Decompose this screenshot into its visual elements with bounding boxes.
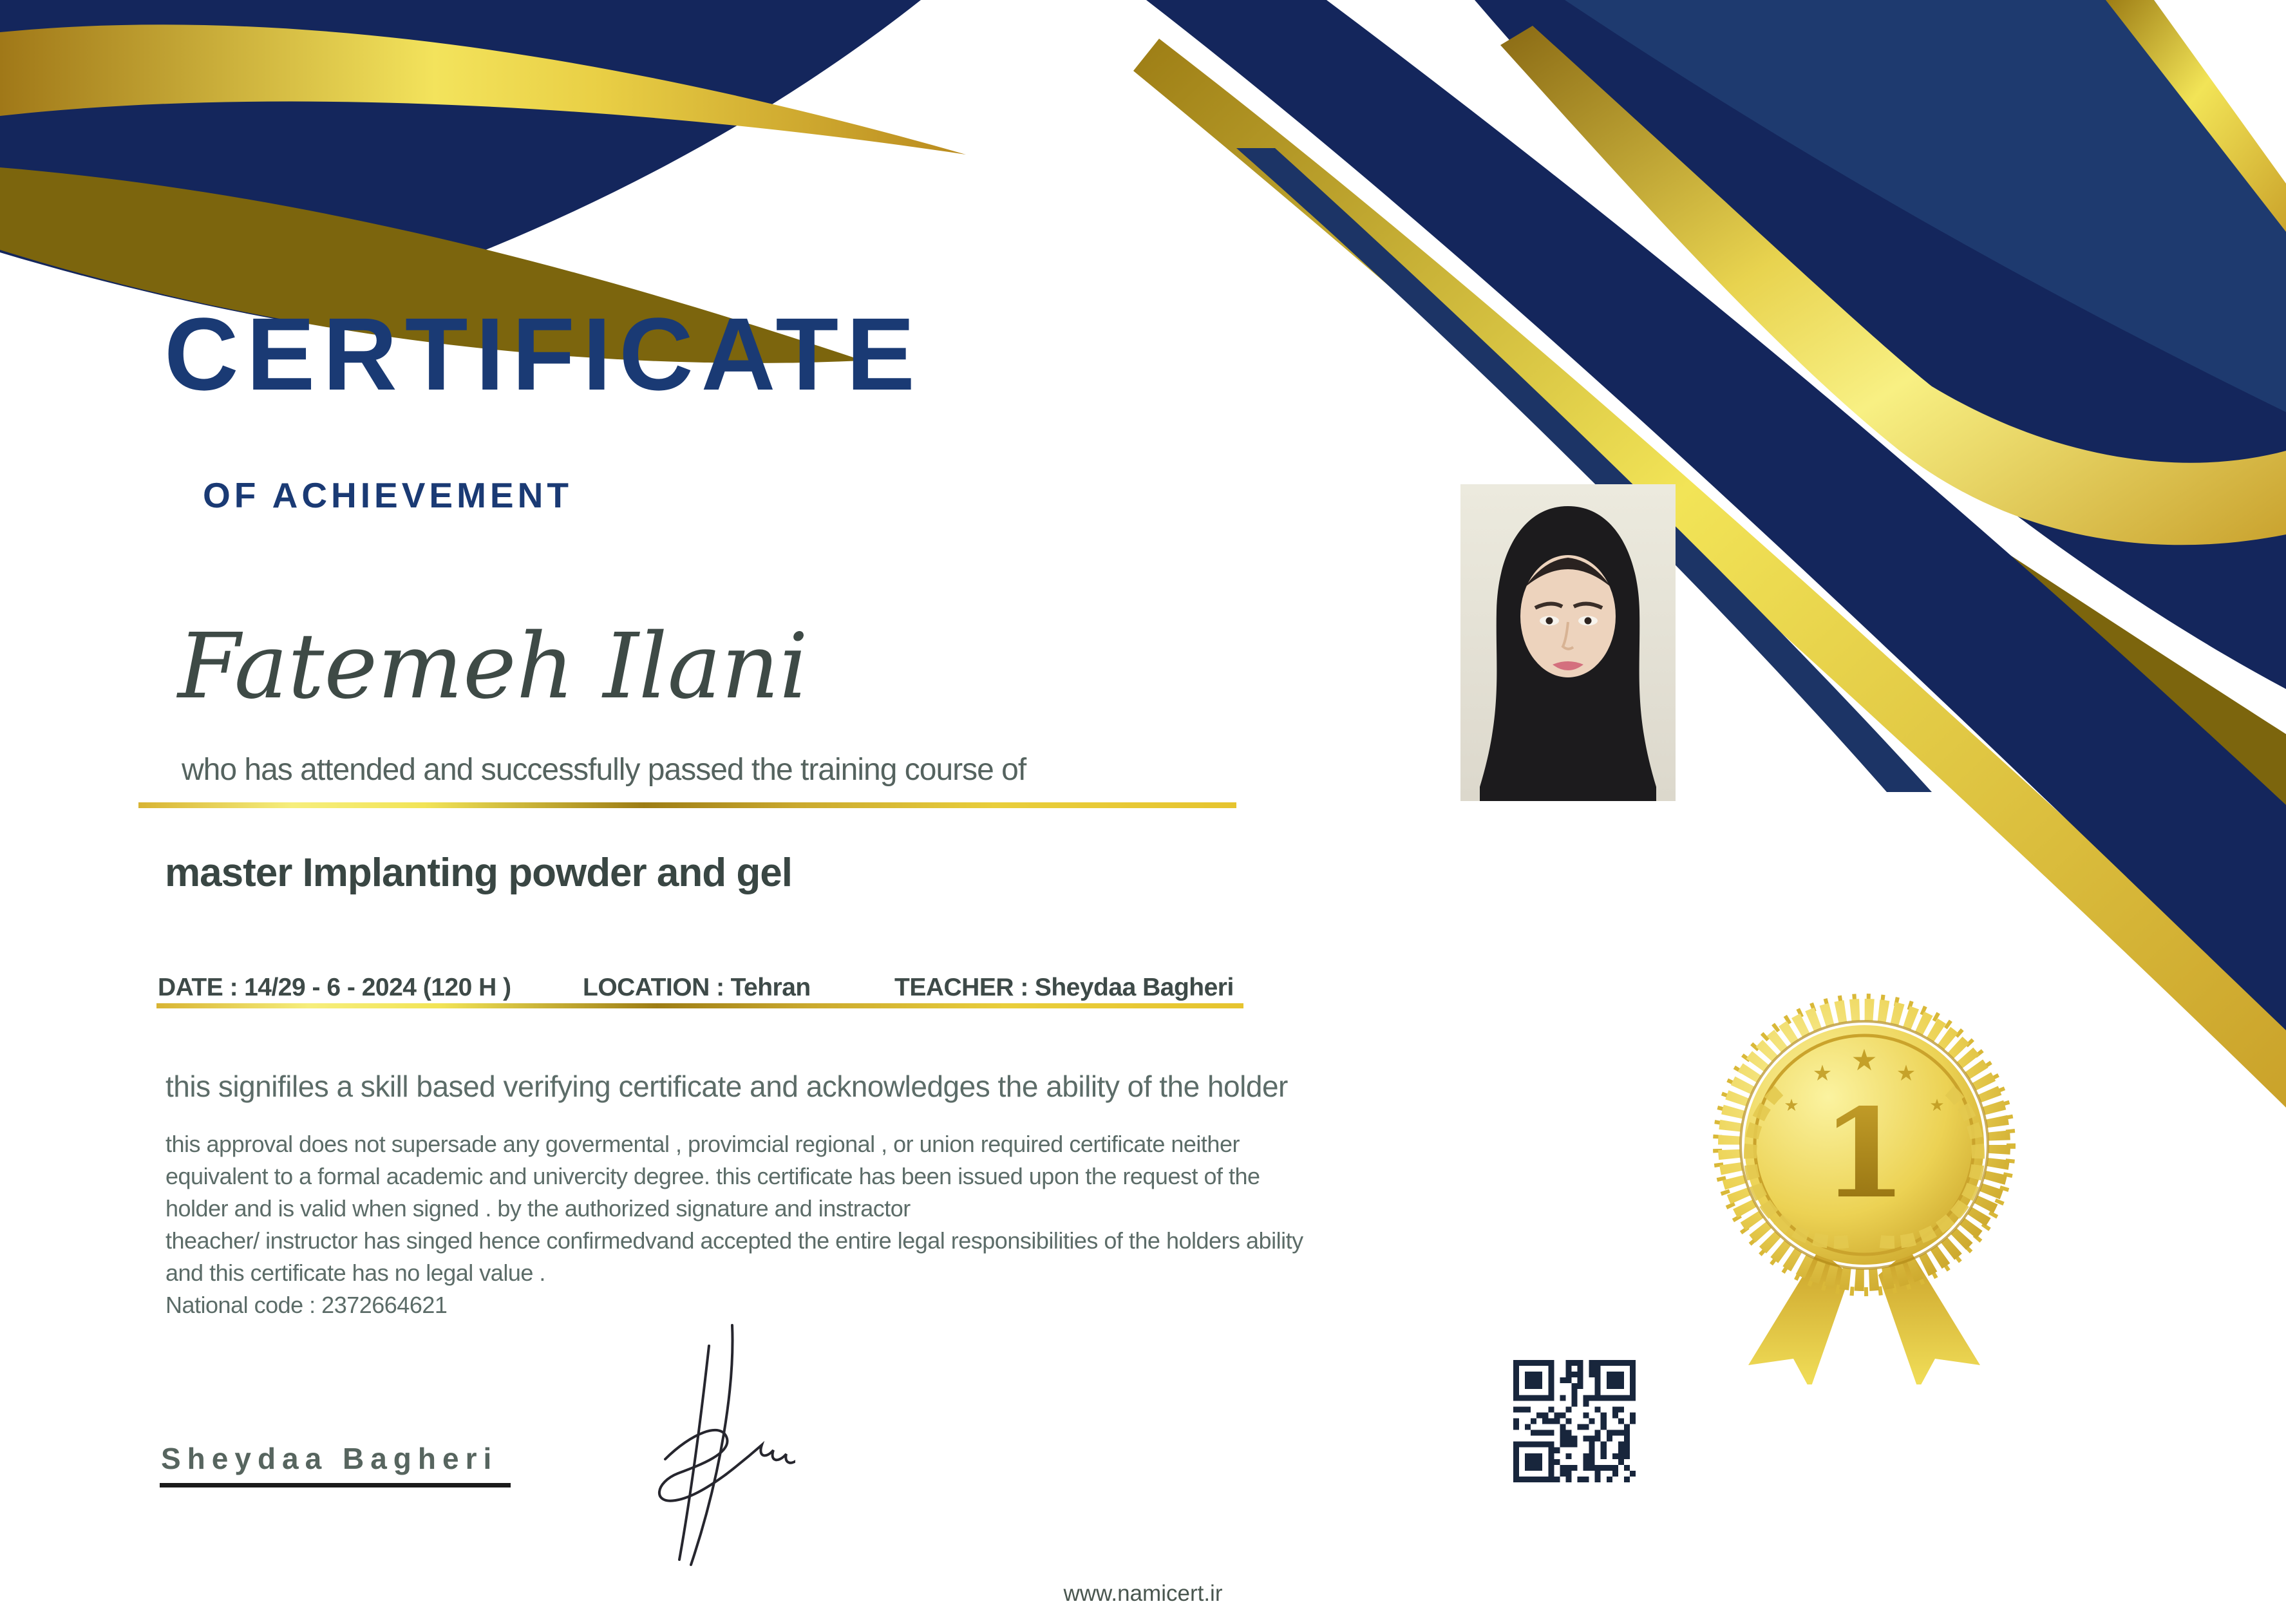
qr-module — [1548, 1477, 1554, 1482]
qr-module — [1565, 1372, 1571, 1377]
qr-module — [1601, 1360, 1607, 1366]
qr-module — [1531, 1360, 1536, 1366]
qr-module — [1607, 1377, 1612, 1383]
qr-module — [1624, 1448, 1630, 1453]
qr-module — [1583, 1459, 1589, 1465]
qr-module — [1595, 1372, 1601, 1377]
qr-module — [1578, 1424, 1583, 1430]
qr-module — [1548, 1430, 1554, 1436]
qr-module — [1542, 1430, 1548, 1436]
qr-module — [1595, 1436, 1601, 1442]
qr-module — [1589, 1418, 1595, 1424]
qr-module — [1519, 1406, 1525, 1412]
qr-module — [1618, 1453, 1624, 1459]
qr-module — [1578, 1377, 1583, 1383]
qr-module — [1630, 1395, 1636, 1401]
qr-module — [1612, 1395, 1618, 1401]
qr-module — [1571, 1383, 1577, 1389]
qr-module — [1612, 1465, 1618, 1471]
teacher-label: TEACHER : — [894, 974, 1028, 1001]
qr-module — [1595, 1471, 1601, 1477]
qr-module — [1525, 1459, 1531, 1465]
qr-module — [1624, 1424, 1630, 1430]
medal-star: ★ — [1812, 1061, 1833, 1086]
gold-divider-1 — [138, 802, 1236, 808]
qr-module — [1525, 1442, 1531, 1448]
qr-module — [1560, 1471, 1565, 1477]
qr-module — [1519, 1360, 1525, 1366]
qr-module — [1595, 1366, 1601, 1372]
qr-module — [1583, 1465, 1589, 1471]
face — [1520, 555, 1616, 677]
portrait-photo — [1460, 484, 1676, 801]
qr-module — [1513, 1372, 1519, 1377]
qr-module — [1536, 1412, 1542, 1418]
qr-module — [1513, 1395, 1519, 1401]
qr-module — [1560, 1424, 1565, 1430]
qr-module — [1525, 1424, 1531, 1430]
qr-module — [1601, 1465, 1607, 1471]
qr-module — [1618, 1377, 1624, 1383]
qr-module — [1542, 1418, 1548, 1424]
qr-module — [1513, 1453, 1519, 1459]
qr-module — [1560, 1430, 1565, 1436]
qr-modules — [1513, 1360, 1636, 1482]
qr-module — [1630, 1377, 1636, 1383]
qr-module — [1624, 1442, 1630, 1448]
qr-module — [1612, 1383, 1618, 1389]
qr-module — [1595, 1477, 1601, 1482]
qr-module — [1618, 1418, 1624, 1424]
qr-module — [1525, 1406, 1531, 1412]
qr-module — [1595, 1406, 1601, 1412]
page-subtitle: OF ACHIEVEMENT — [203, 475, 572, 515]
qr-module — [1531, 1383, 1536, 1389]
qr-module — [1618, 1360, 1624, 1366]
qr-module — [1560, 1442, 1565, 1448]
qr-module — [1578, 1360, 1583, 1366]
location-value: Tehran — [730, 974, 811, 1001]
qr-module — [1548, 1372, 1554, 1377]
qr-module — [1565, 1360, 1571, 1366]
disclaimer-line: this approval does not supersade any govermental , provimcial regional , or union required certificate neither — [165, 1131, 1240, 1157]
qr-module — [1565, 1442, 1571, 1448]
qr-module — [1525, 1377, 1531, 1383]
qr-module — [1548, 1418, 1554, 1424]
qr-module — [1630, 1360, 1636, 1366]
qr-module — [1612, 1430, 1618, 1436]
qr-module — [1624, 1465, 1630, 1471]
qr-module — [1607, 1383, 1612, 1389]
qr-module — [1595, 1395, 1601, 1401]
disclaimer-paragraph — [165, 1128, 1303, 1321]
qr-module — [1548, 1366, 1554, 1372]
qr-module — [1589, 1366, 1595, 1372]
qr-module — [1565, 1377, 1571, 1383]
qr-module — [1531, 1442, 1536, 1448]
left-iris — [1546, 618, 1553, 625]
qr-module — [1630, 1412, 1636, 1418]
qr-module — [1583, 1453, 1589, 1459]
qr-module — [1519, 1477, 1525, 1482]
qr-module — [1536, 1465, 1542, 1471]
qr-module — [1565, 1465, 1571, 1471]
date-row — [158, 974, 511, 1002]
signer-underline — [160, 1483, 511, 1487]
qr-module — [1595, 1360, 1601, 1366]
qr-module — [1595, 1389, 1601, 1395]
qr-module — [1589, 1436, 1595, 1442]
qr-module — [1601, 1395, 1607, 1401]
qr-module — [1624, 1453, 1630, 1459]
qr-module — [1548, 1360, 1554, 1366]
teacher-value: Sheydaa Bagheri — [1034, 974, 1234, 1001]
qr-module — [1536, 1430, 1542, 1436]
qr-module — [1525, 1477, 1531, 1482]
disclaimer-line: and this certificate has no legal value . — [165, 1260, 545, 1286]
qr-module — [1612, 1377, 1618, 1383]
qr-module — [1542, 1477, 1548, 1482]
qr-module — [1513, 1448, 1519, 1453]
qr-module — [1618, 1430, 1624, 1436]
qr-module — [1548, 1395, 1554, 1401]
medal-star: ★ — [1896, 1061, 1916, 1086]
qr-module — [1578, 1372, 1583, 1377]
qr-module — [1531, 1465, 1536, 1471]
medal-star: ★ — [1851, 1043, 1878, 1077]
qr-module — [1513, 1424, 1519, 1430]
qr-module — [1536, 1459, 1542, 1465]
qr-module — [1565, 1471, 1571, 1477]
qr-module — [1578, 1383, 1583, 1389]
qr-module — [1565, 1366, 1571, 1372]
qr-module — [1601, 1424, 1607, 1430]
qr-module — [1525, 1465, 1531, 1471]
medal-star: ★ — [1929, 1095, 1945, 1115]
qr-module — [1525, 1372, 1531, 1377]
qr-module — [1595, 1377, 1601, 1383]
qr-module — [1624, 1477, 1630, 1482]
qr-module — [1513, 1442, 1519, 1448]
qr-module — [1571, 1395, 1577, 1401]
qr-module — [1560, 1465, 1565, 1471]
qr-module — [1589, 1442, 1595, 1448]
qr-module — [1607, 1465, 1612, 1471]
qr-module — [1531, 1430, 1536, 1436]
signer-name: Sheydaa Bagheri — [161, 1442, 498, 1475]
qr-module — [1612, 1360, 1618, 1366]
qr-module — [1565, 1406, 1571, 1412]
qr-module — [1525, 1360, 1531, 1366]
qr-module — [1536, 1360, 1542, 1366]
qr-module — [1624, 1395, 1630, 1401]
qr-module — [1548, 1383, 1554, 1389]
qr-module — [1589, 1395, 1595, 1401]
recipient-name: Fatemeh Ilani — [178, 614, 808, 719]
qr-module — [1548, 1471, 1554, 1477]
qr-module — [1589, 1360, 1595, 1366]
qr-module — [1583, 1412, 1589, 1418]
qr-module — [1601, 1442, 1607, 1448]
qr-module — [1595, 1383, 1601, 1389]
qr-module — [1554, 1477, 1560, 1482]
qr-module — [1536, 1395, 1542, 1401]
date-label: DATE : — [158, 974, 238, 1001]
qr-module — [1525, 1383, 1531, 1389]
qr-code — [1513, 1360, 1636, 1482]
qr-module — [1589, 1465, 1595, 1471]
qr-module — [1565, 1453, 1571, 1459]
signature-stroke — [726, 1445, 795, 1475]
qr-module — [1589, 1372, 1595, 1377]
disclaimer-line: theacher/ instructor has singed hence confirmedvand accepted the entire legal responsibilities of the holders ability — [165, 1227, 1303, 1254]
qr-module — [1618, 1383, 1624, 1389]
signature-stroke — [679, 1346, 709, 1560]
qr-module — [1519, 1442, 1525, 1448]
attended-line: who has attended and successfully passed the training course of — [182, 753, 1026, 787]
qr-module — [1583, 1477, 1589, 1482]
qr-module — [1607, 1430, 1612, 1436]
qr-module — [1554, 1459, 1560, 1465]
qr-module — [1624, 1436, 1630, 1442]
qr-module — [1525, 1395, 1531, 1401]
qr-module — [1548, 1453, 1554, 1459]
qr-module — [1571, 1360, 1577, 1366]
qr-module — [1513, 1418, 1519, 1424]
national-code-label: National code : — [165, 1292, 316, 1318]
qr-module — [1513, 1366, 1519, 1372]
qr-module — [1513, 1477, 1519, 1482]
qr-module — [1531, 1477, 1536, 1482]
qr-module — [1554, 1412, 1560, 1418]
qr-module — [1548, 1389, 1554, 1395]
medal-number: 1 — [1821, 1082, 1907, 1225]
qr-module — [1554, 1418, 1560, 1424]
qr-module — [1630, 1418, 1636, 1424]
qr-module — [1601, 1448, 1607, 1453]
qr-module — [1513, 1459, 1519, 1465]
qr-module — [1542, 1442, 1548, 1448]
qr-module — [1630, 1389, 1636, 1395]
qr-module — [1571, 1442, 1577, 1448]
qr-module — [1560, 1412, 1565, 1418]
qr-module — [1624, 1360, 1630, 1366]
qr-module — [1607, 1372, 1612, 1377]
qr-module — [1542, 1360, 1548, 1366]
disclaimer-line: equivalent to a formal academic and univercity degree. this certificate has been issued upon the request of the — [165, 1163, 1260, 1189]
qr-module — [1607, 1395, 1612, 1401]
national-code-value: 2372664621 — [321, 1292, 448, 1318]
qr-module — [1536, 1372, 1542, 1377]
qr-module — [1536, 1453, 1542, 1459]
qr-module — [1513, 1389, 1519, 1395]
qr-module — [1571, 1389, 1577, 1395]
signature-image — [583, 1307, 795, 1578]
qr-module — [1513, 1465, 1519, 1471]
qr-module — [1612, 1412, 1618, 1418]
qr-module — [1548, 1442, 1554, 1448]
qr-module — [1565, 1418, 1571, 1424]
qr-module — [1531, 1372, 1536, 1377]
qr-module — [1578, 1477, 1583, 1482]
qr-module — [1618, 1442, 1624, 1448]
qr-module — [1583, 1395, 1589, 1401]
qr-module — [1513, 1360, 1519, 1366]
qr-module — [1612, 1406, 1618, 1412]
qr-module — [1531, 1418, 1536, 1424]
qr-module — [1583, 1401, 1589, 1406]
qr-module — [1513, 1471, 1519, 1477]
qr-module — [1536, 1383, 1542, 1389]
qr-module — [1612, 1372, 1618, 1377]
qr-module — [1548, 1406, 1554, 1412]
qr-module — [1548, 1377, 1554, 1383]
qr-module — [1513, 1377, 1519, 1383]
location-row — [583, 974, 811, 1002]
qr-module — [1607, 1436, 1612, 1442]
qr-module — [1578, 1366, 1583, 1372]
qr-module — [1548, 1459, 1554, 1465]
qr-module — [1565, 1477, 1571, 1482]
qr-module — [1531, 1453, 1536, 1459]
qr-module — [1630, 1372, 1636, 1377]
course-name: master Implanting powder and gel — [165, 851, 792, 895]
qr-module — [1531, 1459, 1536, 1465]
qr-module — [1536, 1477, 1542, 1482]
qr-module — [1571, 1372, 1577, 1377]
qr-module — [1560, 1436, 1565, 1442]
qr-module — [1607, 1477, 1612, 1482]
qr-module — [1612, 1453, 1618, 1459]
qr-module — [1554, 1448, 1560, 1453]
qr-module — [1531, 1377, 1536, 1383]
qr-module — [1624, 1430, 1630, 1436]
qr-module — [1595, 1430, 1601, 1436]
right-iris — [1585, 618, 1592, 625]
teacher-row — [894, 974, 1234, 1002]
qr-module — [1565, 1436, 1571, 1442]
qr-module — [1595, 1465, 1601, 1471]
qr-module — [1589, 1459, 1595, 1465]
date-value: 14/29 - 6 - 2024 (120 H ) — [244, 974, 511, 1001]
qr-module — [1583, 1436, 1589, 1442]
disclaimer-line: holder and is valid when signed . by the authorized signature and instractor — [165, 1195, 911, 1222]
qr-module — [1542, 1412, 1548, 1418]
qr-module — [1601, 1412, 1607, 1418]
statement-line: this signifiles a skill based verifying certificate and acknowledges the ability of the holder — [165, 1070, 1288, 1103]
qr-module — [1583, 1424, 1589, 1430]
qr-module — [1560, 1395, 1565, 1401]
page-title: CERTIFICATE — [164, 296, 923, 411]
gold-divider-2 — [156, 1003, 1243, 1008]
qr-module — [1571, 1465, 1577, 1471]
qr-module — [1525, 1453, 1531, 1459]
qr-module — [1565, 1430, 1571, 1436]
qr-module — [1560, 1377, 1565, 1383]
qr-module — [1601, 1418, 1607, 1424]
qr-module — [1513, 1406, 1519, 1412]
qr-module — [1618, 1406, 1624, 1412]
qr-module — [1548, 1465, 1554, 1471]
qr-module — [1589, 1448, 1595, 1453]
website-url: www.namicert.ir — [1063, 1581, 1223, 1606]
qr-module — [1630, 1383, 1636, 1389]
qr-module — [1531, 1395, 1536, 1401]
qr-module — [1513, 1383, 1519, 1389]
qr-module — [1571, 1436, 1577, 1442]
medal-star: ★ — [1784, 1095, 1799, 1115]
qr-module — [1618, 1448, 1624, 1453]
qr-module — [1612, 1471, 1618, 1477]
qr-module — [1630, 1471, 1636, 1477]
qr-module — [1630, 1366, 1636, 1372]
qr-module — [1571, 1401, 1577, 1406]
qr-module — [1548, 1448, 1554, 1453]
qr-module — [1519, 1395, 1525, 1401]
medal-icon — [1684, 972, 2045, 1384]
qr-module — [1618, 1395, 1624, 1401]
qr-module — [1601, 1453, 1607, 1459]
qr-module — [1542, 1395, 1548, 1401]
qr-module — [1536, 1442, 1542, 1448]
qr-module — [1589, 1453, 1595, 1459]
qr-module — [1618, 1372, 1624, 1377]
qr-module — [1607, 1360, 1612, 1366]
qr-module — [1536, 1377, 1542, 1383]
location-label: LOCATION : — [583, 974, 724, 1001]
qr-module — [1618, 1459, 1624, 1465]
